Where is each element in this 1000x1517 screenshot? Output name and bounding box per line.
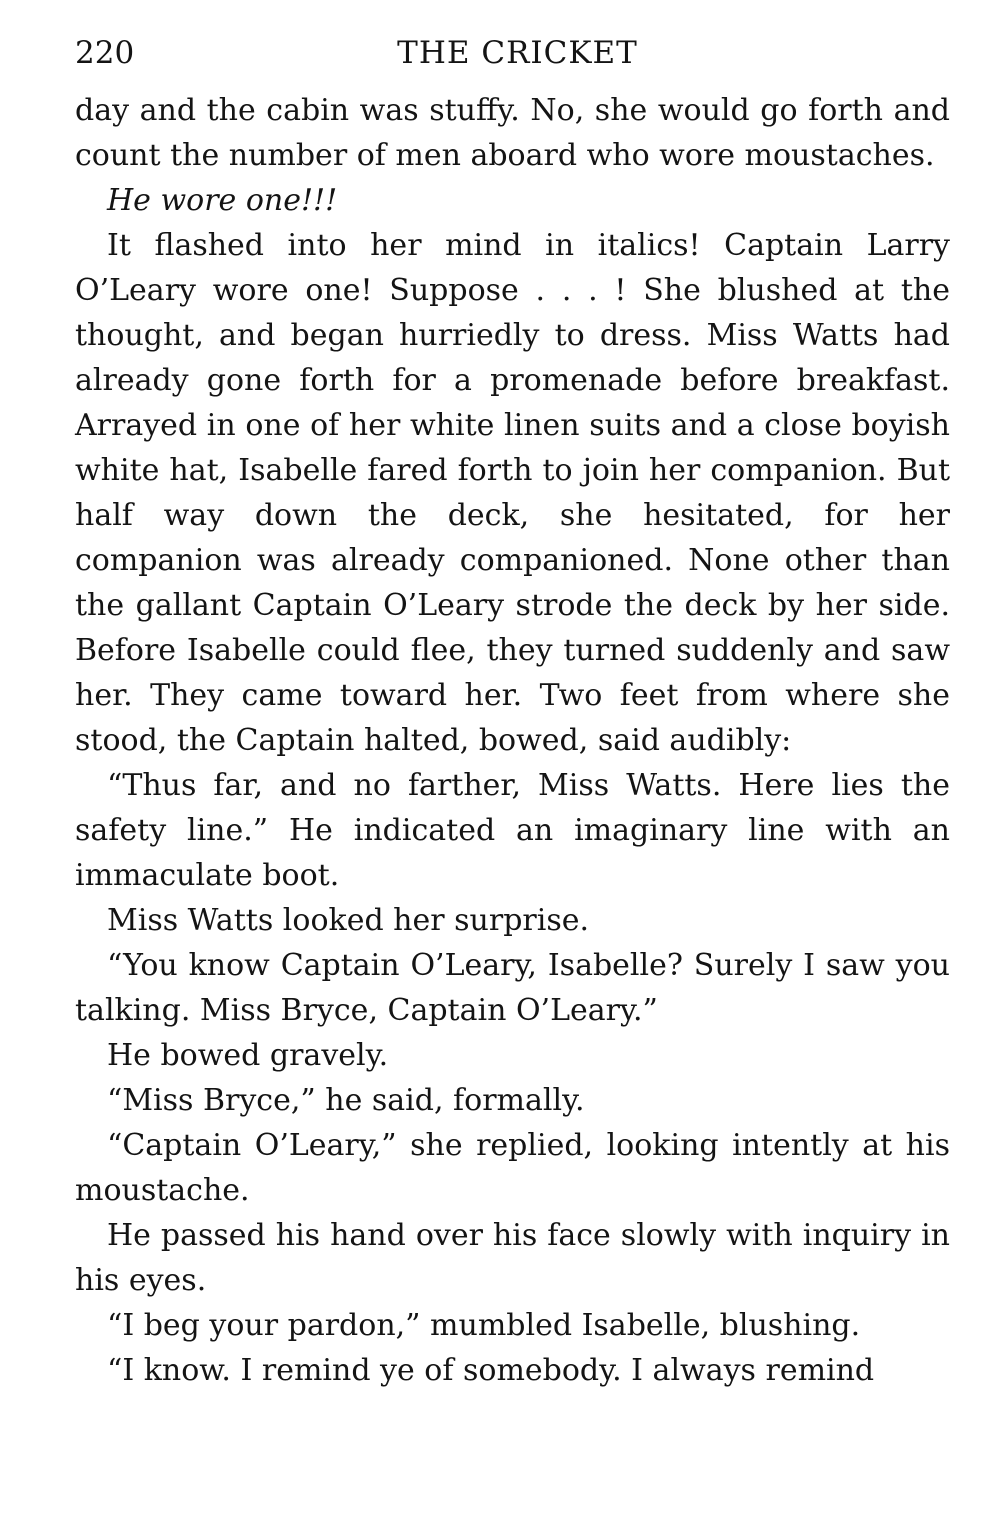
- running-header: [75, 28, 950, 88]
- paragraph: He wore one!!!: [107, 183, 338, 218]
- paragraph: “You know Captain O’Leary, Isabelle? Surely I saw you talking. Miss Bryce, Captain O’Leary.”: [75, 948, 950, 1028]
- paragraph: Miss Watts looked her surprise.: [107, 903, 590, 938]
- page-number: 220: [75, 35, 135, 71]
- paragraph: “I know. I remind ye of somebody. I always remind: [107, 1353, 875, 1388]
- running-title: THE CRICKET: [397, 35, 638, 71]
- book-page: [75, 28, 950, 1393]
- paragraph: “I beg your pardon,” mumbled Isabelle, blushing.: [107, 1308, 861, 1343]
- paragraph: “Miss Bryce,” he said, formally.: [107, 1083, 585, 1118]
- paragraph: He bowed gravely.: [107, 1038, 389, 1073]
- paragraph: He passed his hand over his face slowly with inquiry in his eyes.: [75, 1218, 950, 1298]
- paragraph: day and the cabin was stuffy. No, she would go forth and count the number of men aboard who wore moustaches.: [75, 93, 950, 173]
- paragraph: “Captain O’Leary,” she replied, looking intently at his moustache.: [75, 1128, 950, 1208]
- paragraph: It flashed into her mind in italics! Captain Larry O’Leary wore one! Suppose . . . ! She blushed at the thought, and began hurriedly to dress. Miss Watts had already gone forth for a promenade before breakfast. Arrayed in one of her white linen suits and a close boyish white hat, Isabelle fared forth to join her companion. But half way down the deck, she hesitated, for her companion was already companioned. None other than the gallant Captain O’Leary strode the deck by her side. Before Isabelle could flee, they turned suddenly and saw her. They came toward her. Two feet from where she stood, the Captain halted, bowed, said audibly:: [75, 228, 950, 758]
- body-text: [75, 88, 950, 1393]
- paragraph: “Thus far, and no farther, Miss Watts. Here lies the safety line.” He indicated an imaginary line with an immaculate boot.: [75, 768, 950, 893]
